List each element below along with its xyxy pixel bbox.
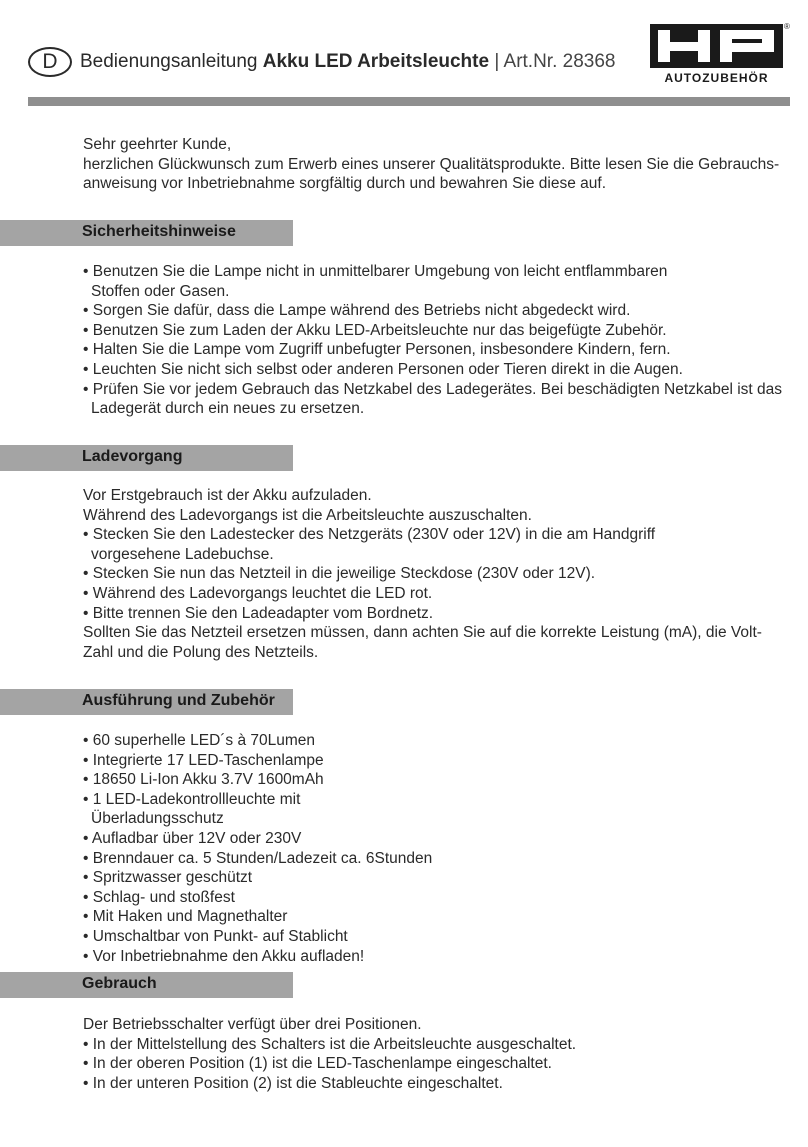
- page-title: [80, 51, 615, 73]
- list-item: • 60 superhelle LED´s à 70Lumen: [83, 732, 316, 749]
- list-item: • Aufladbar über 12V oder 230V: [83, 829, 302, 847]
- safety-list: [83, 262, 788, 419]
- intro-line: herzlichen Glückwunsch zum Erwerb eines unserer Qualitätsprodukte. Bitte lesen Sie die Gebrauchs-: [83, 155, 780, 173]
- paragraph-line: Während des Ladevorgangs ist die Arbeitsleuchte auszuschalten.: [83, 506, 532, 524]
- language-badge: D: [28, 47, 72, 77]
- section-title: Sicherheitshinweise: [82, 223, 236, 240]
- intro-text: [83, 135, 788, 194]
- list-item: • Leuchten Sie nicht sich selbst oder anderen Personen oder Tieren direkt in die Augen.: [83, 360, 683, 378]
- charging-text: [83, 486, 788, 662]
- document-header: [28, 44, 615, 80]
- hp-logo-mark: [650, 24, 783, 68]
- list-item: • Spritzwasser geschützt: [83, 869, 253, 887]
- list-item-continuation: Überladungsschutz: [91, 810, 224, 828]
- section-title: Ausführung und Zubehör: [82, 692, 275, 709]
- list-item: • 1 LED-Ladekontrollleuchte mit: [83, 790, 301, 808]
- list-item-continuation: Ladegerät durch ein neues zu ersetzen.: [91, 400, 365, 418]
- list-item: • Stecken Sie nun das Netzteil in die jeweilige Steckdose (230V oder 12V).: [83, 565, 596, 583]
- registered-mark: ®: [784, 22, 790, 31]
- usage-text: [83, 1015, 788, 1093]
- list-item: • In der Mittelstellung des Schalters ist die Arbeitsleuchte ausgeschaltet.: [83, 1035, 577, 1053]
- list-item: • Schlag- und stoßfest: [83, 888, 235, 906]
- list-item-continuation: Stoffen oder Gasen.: [91, 282, 230, 300]
- list-item: • In der unteren Position (2) ist die Stableuchte eingeschaltet.: [83, 1074, 503, 1092]
- hp-logo-letters-icon: [650, 24, 783, 68]
- title-prefix: Bedienungsanleitung: [80, 51, 263, 72]
- list-item: • Integrierte 17 LED-Taschenlampe: [83, 751, 324, 769]
- features-list: [83, 731, 788, 966]
- list-item: • Benutzen Sie die Lampe nicht in unmittelbarer Umgebung von leicht entflammbaren: [83, 263, 668, 280]
- section-title: Gebrauch: [82, 975, 157, 992]
- intro-line: anweisung vor Inbetriebnahme sorgfältig durch und bewahren Sie diese auf.: [83, 175, 607, 193]
- paragraph-line: Zahl und die Polung des Netzteils.: [83, 643, 319, 661]
- header-divider: [28, 97, 790, 106]
- list-item: • Umschaltbar von Punkt- auf Stablicht: [83, 927, 348, 945]
- list-item-continuation: vorgesehene Ladebuchse.: [91, 545, 274, 563]
- paragraph-line: Sollten Sie das Netzteil ersetzen müssen, dann achten Sie auf die korrekte Leistung (mA), die Volt-: [83, 624, 762, 642]
- list-item: • Halten Sie die Lampe vom Zugriff unbefugter Personen, insbesondere Kindern, fern.: [83, 341, 671, 359]
- list-item: • Prüfen Sie vor jedem Gebrauch das Netzkabel des Ladegerätes. Bei beschädigten Netzkabel ist das: [83, 380, 783, 398]
- paragraph-line: Der Betriebsschalter verfügt über drei Positionen.: [83, 1016, 422, 1033]
- section-header-usage: [0, 972, 293, 998]
- list-item: • Brenndauer ca. 5 Stunden/Ladezeit ca. 6Stunden: [83, 849, 433, 867]
- section-header-charging: [0, 445, 293, 471]
- article-number: Art.Nr. 28368: [503, 51, 616, 72]
- logo-subtitle: AUTOZUBEHÖR: [664, 71, 769, 85]
- list-item: • Mit Haken und Magnethalter: [83, 908, 288, 926]
- section-header-safety: [0, 220, 293, 246]
- title-product: Akku LED Arbeitsleuchte: [262, 51, 490, 72]
- title-separator: |: [489, 51, 504, 72]
- list-item: • 18650 Li-Ion Akku 3.7V 1600mAh: [83, 771, 324, 789]
- hp-logo: [650, 24, 790, 90]
- paragraph-line: Vor Erstgebrauch ist der Akku aufzuladen.: [83, 487, 372, 504]
- list-item: • Sorgen Sie dafür, dass die Lampe während des Betriebs nicht abgedeckt wird.: [83, 302, 631, 320]
- list-item: • Benutzen Sie zum Laden der Akku LED-Arbeitsleuchte nur das beigefügte Zubehör.: [83, 321, 667, 339]
- section-title: Ladevorgang: [82, 448, 183, 465]
- list-item: • In der oberen Position (1) ist die LED-Taschenlampe eingeschaltet.: [83, 1055, 552, 1073]
- list-item: • Bitte trennen Sie den Ladeadapter vom Bordnetz.: [83, 604, 434, 622]
- section-header-features: [0, 689, 293, 715]
- list-item: • Vor Inbetriebnahme den Akku aufladen!: [83, 947, 365, 965]
- list-item: • Stecken Sie den Ladestecker des Netzgeräts (230V oder 12V) in die am Handgriff: [83, 526, 656, 544]
- list-item: • Während des Ladevorgangs leuchtet die LED rot.: [83, 584, 433, 602]
- intro-line: Sehr geehrter Kunde,: [83, 136, 232, 153]
